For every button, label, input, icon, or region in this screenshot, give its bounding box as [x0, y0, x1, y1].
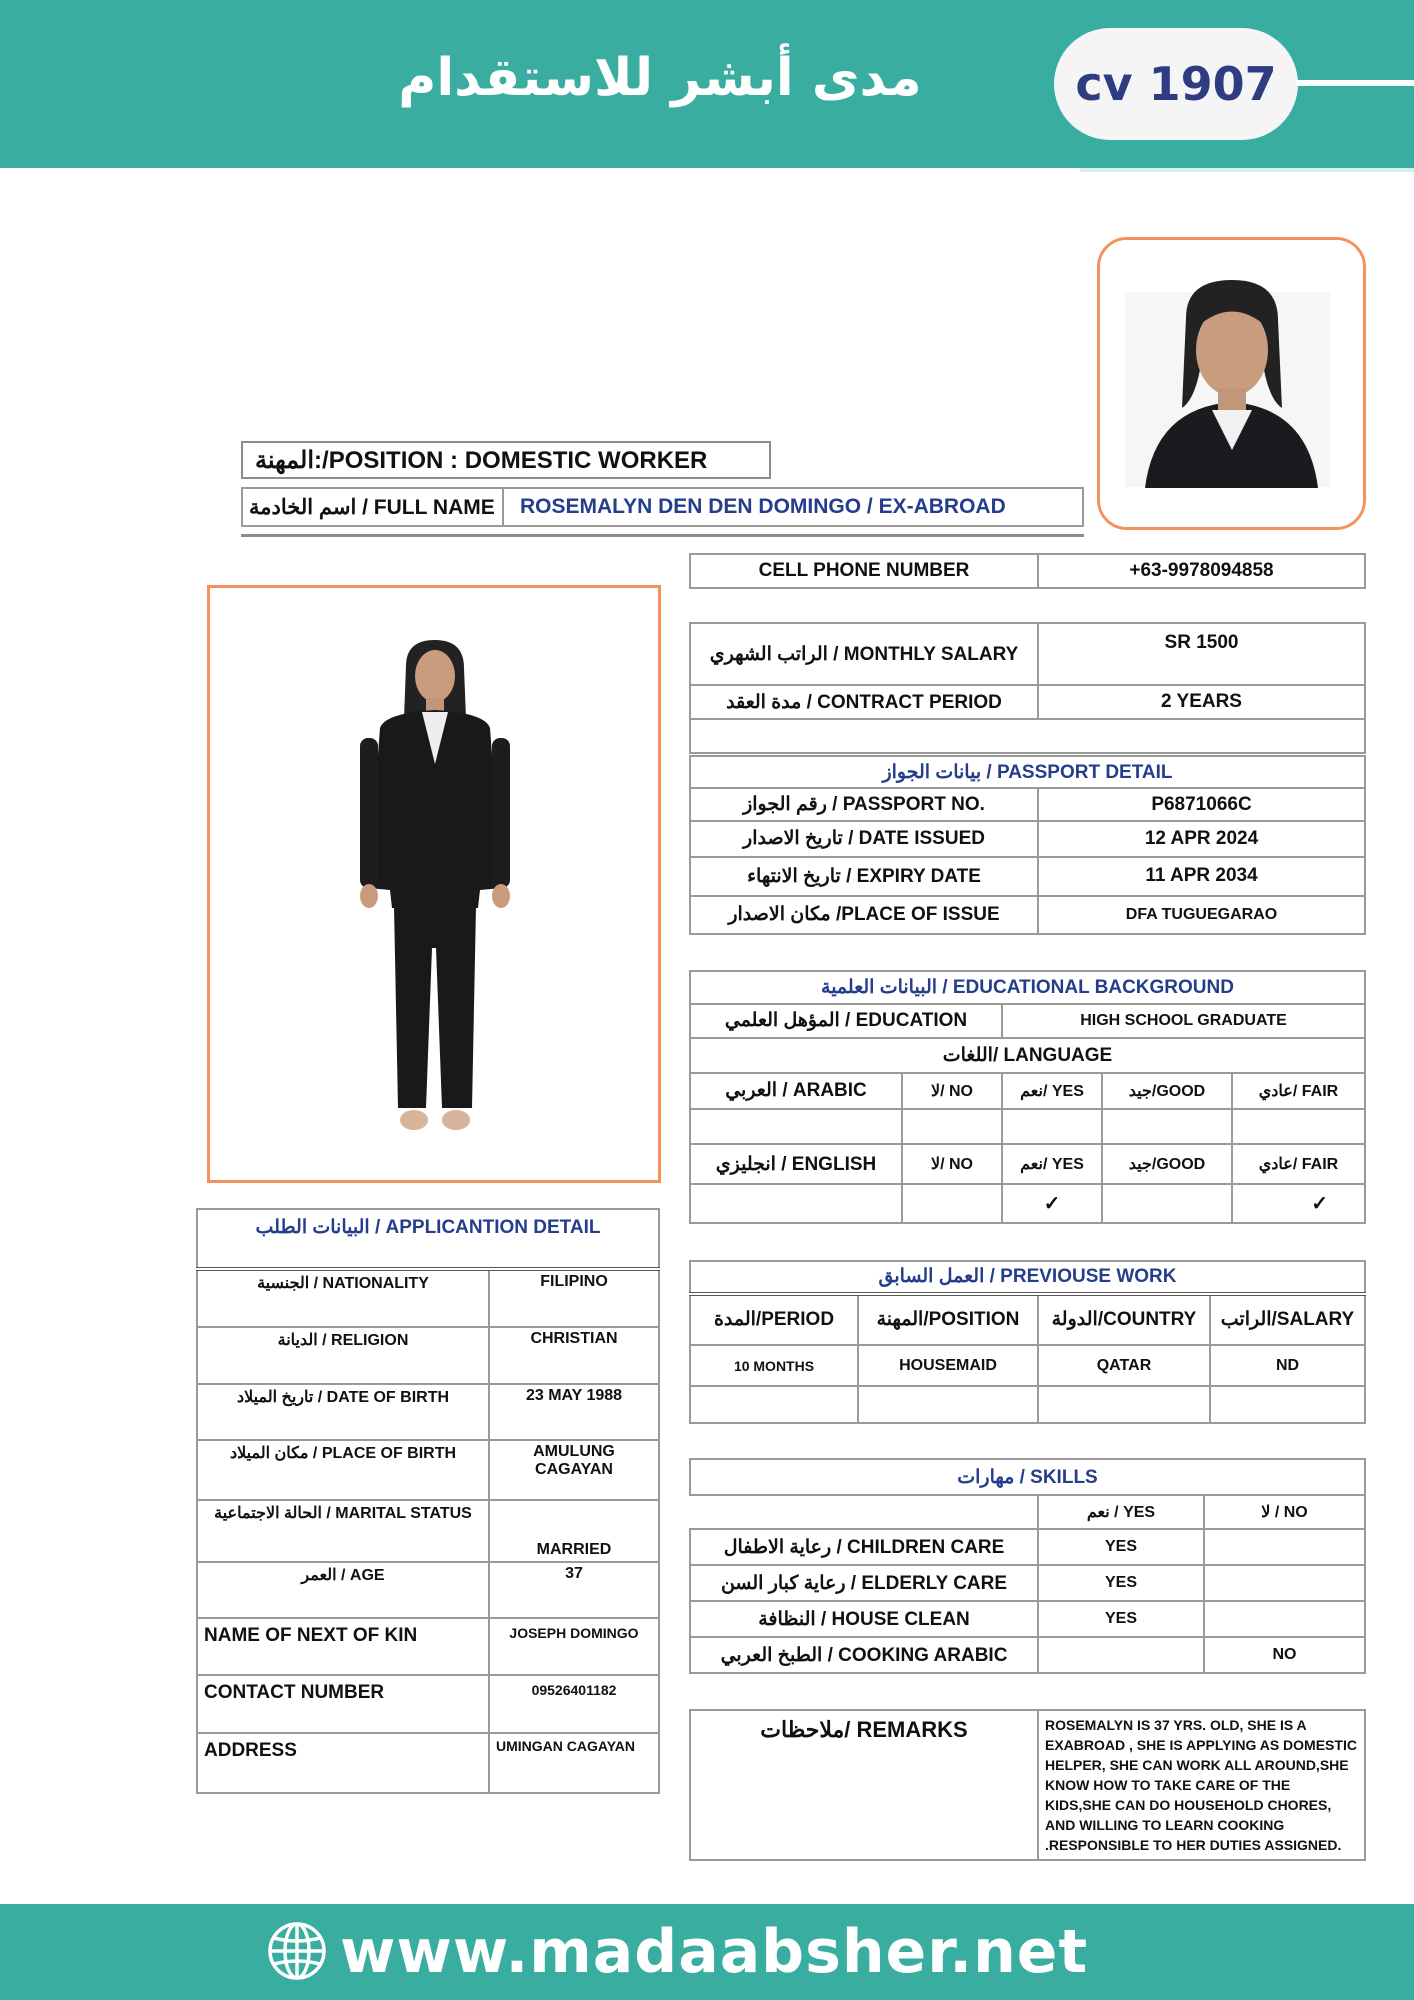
religion-label: الديانة / RELIGION: [197, 1327, 489, 1383]
passport-table: [689, 755, 1366, 935]
passport-title: بيانات الجواز / PASSPORT DETAIL: [690, 756, 1365, 788]
education-value: HIGH SCHOOL GRADUATE: [1002, 1004, 1365, 1039]
arabic-no: لا/ NO: [902, 1073, 1002, 1110]
skill-house-clean: النظافة / HOUSE CLEAN: [690, 1601, 1038, 1637]
contact-number-label: CONTACT NUMBER: [197, 1675, 489, 1733]
header-underline: [1080, 168, 1414, 172]
address-label: ADDRESS: [197, 1733, 489, 1793]
contract-label: مدة العقد / CONTRACT PERIOD: [690, 685, 1038, 719]
name-divider: [241, 534, 1084, 537]
arabic-blank: [690, 1109, 902, 1144]
previous-work-table: [689, 1260, 1366, 1424]
phone-label: CELL PHONE NUMBER: [690, 554, 1038, 588]
header-accent-line: [1296, 80, 1414, 86]
salary-label: الراتب الشهري / MONTHLY SALARY: [690, 623, 1038, 685]
place-of-issue-label: مكان الاصدار /PLACE OF ISSUE: [690, 896, 1038, 934]
arabic-good: جيد/GOOD: [1102, 1073, 1232, 1110]
next-of-kin-value: JOSEPH DOMINGO: [489, 1618, 659, 1674]
education-title: البيانات العلمية / EDUCATIONAL BACKGROUND: [690, 971, 1365, 1004]
skill-children-care-yes: YES: [1038, 1529, 1204, 1565]
arabic-label: العربي / ARABIC: [690, 1073, 902, 1110]
application-title: البيانات الطلب / APPLICANTION DETAIL: [197, 1209, 659, 1269]
prev-header-country: الدولة/COUNTRY: [1038, 1294, 1210, 1345]
full-name-table: [241, 487, 1084, 527]
skill-cooking-arabic-yes: [1038, 1637, 1204, 1673]
skill-cooking-arabic-no: NO: [1204, 1637, 1365, 1673]
application-table: [196, 1208, 660, 1794]
arabic-fair: عادي/ FAIR: [1232, 1073, 1365, 1110]
marital-status-label: الحالة الاجتماعية / MARITAL STATUS: [197, 1500, 489, 1562]
education-label: المؤهل العلمي / EDUCATION: [690, 1004, 1002, 1039]
prev-country-value: QATAR: [1038, 1345, 1210, 1386]
place-of-issue-value: DFA TUGUEGARAO: [1038, 896, 1365, 934]
skills-title: مهارات / SKILLS: [690, 1459, 1365, 1495]
skills-no-header: لا / NO: [1204, 1495, 1365, 1529]
phone-table: [689, 553, 1366, 589]
brand-title: مدى أبشر للاستقدام: [398, 48, 922, 108]
position-field: المهنة:/POSITION : DOMESTIC WORKER: [241, 441, 771, 479]
full-name-value: ROSEMALYN DEN DEN DOMINGO / EX-ABROAD: [503, 488, 1083, 526]
skill-elderly-care: رعاية كبار السن / ELDERLY CARE: [690, 1565, 1038, 1601]
prev-salary-value: ND: [1210, 1345, 1365, 1386]
nationality-label: الجنسية / NATIONALITY: [197, 1269, 489, 1327]
salary-table: [689, 622, 1366, 754]
skills-yes-header: نعم / YES: [1038, 1495, 1204, 1529]
language-label: اللغات/ LANGUAGE: [690, 1038, 1365, 1073]
website-link[interactable]: www.madaabsher.net: [340, 1917, 1089, 1987]
english-yes: نعم/ YES: [1002, 1144, 1102, 1185]
english-label: انجليزي / ENGLISH: [690, 1144, 902, 1185]
remarks-table: [689, 1709, 1366, 1861]
contract-value: 2 YEARS: [1038, 685, 1365, 719]
prev-header-salary: الراتب/SALARY: [1210, 1294, 1365, 1345]
skill-elderly-care-no: [1204, 1565, 1365, 1601]
remarks-label: ملاحظات/ REMARKS: [690, 1710, 1038, 1860]
nationality-value: FILIPINO: [489, 1269, 659, 1327]
expiry-date-label: تاريخ الانتهاء / EXPIRY DATE: [690, 857, 1038, 895]
prev-period-value: 10 MONTHS: [690, 1345, 858, 1386]
address-value: UMINGAN CAGAYAN: [489, 1733, 659, 1793]
skill-house-clean-no: [1204, 1601, 1365, 1637]
globe-icon: [266, 1920, 328, 1982]
remarks-text: ROSEMALYN IS 37 YRS. OLD, SHE IS A EXABROAD , SHE IS APPLYING AS DOMESTIC HELPER, SHE CAN WORK ALL AROUND,SHE KNOW HOW TO TAKE CARE OF THE KIDS,SHE CAN DO HOUSEHOLD CHORES, AND WILLING TO LEARN COOKING .RESPONSIBLE TO HER DUTIES ASSIGNED.: [1038, 1710, 1365, 1860]
english-good: جيد/GOOD: [1102, 1144, 1232, 1185]
full-name-label: اسم الخادمة / FULL NAME: [242, 488, 503, 526]
prev-header-position: المهنة/POSITION: [858, 1294, 1038, 1345]
prev-header-period: المدة/PERIOD: [690, 1294, 858, 1345]
contact-number-value: 09526401182: [489, 1675, 659, 1733]
salary-blank-row: [690, 719, 1365, 753]
next-of-kin-label: NAME OF NEXT OF KIN: [197, 1618, 489, 1674]
skill-house-clean-yes: YES: [1038, 1601, 1204, 1637]
place-of-birth-value: AMULUNG CAGAYAN: [489, 1440, 659, 1500]
salary-value: SR 1500: [1038, 623, 1365, 685]
date-issued-value: 12 APR 2024: [1038, 821, 1365, 857]
age-value: 37: [489, 1562, 659, 1618]
english-no: لا/ NO: [902, 1144, 1002, 1185]
expiry-date-value: 11 APR 2034: [1038, 857, 1365, 895]
prev-position-value: HOUSEMAID: [858, 1345, 1038, 1386]
english-fair: عادي/ FAIR: [1232, 1144, 1365, 1185]
marital-status-value: MARRIED: [489, 1500, 659, 1562]
english-yes-check: ✓: [1002, 1184, 1102, 1223]
skills-table: [689, 1458, 1366, 1674]
age-label: العمر / AGE: [197, 1562, 489, 1618]
passport-no-label: رقم الجواز / PASSPORT NO.: [690, 788, 1038, 820]
arabic-yes: نعم/ YES: [1002, 1073, 1102, 1110]
education-table: [689, 970, 1366, 1224]
religion-value: CHRISTIAN: [489, 1327, 659, 1383]
skill-elderly-care-yes: YES: [1038, 1565, 1204, 1601]
phone-value: +63-9978094858: [1038, 554, 1365, 588]
dob-label: تاريخ الميلاد / DATE OF BIRTH: [197, 1384, 489, 1440]
date-issued-label: تاريخ الاصدار / DATE ISSUED: [690, 821, 1038, 857]
passport-no-value: P6871066C: [1038, 788, 1365, 820]
full-body-photo: [207, 585, 661, 1183]
dob-value: 23 MAY 1988: [489, 1384, 659, 1440]
skill-children-care: رعاية الاطفال / CHILDREN CARE: [690, 1529, 1038, 1565]
portrait-photo: [1097, 237, 1366, 530]
skill-cooking-arabic: الطبخ العربي / COOKING ARABIC: [690, 1637, 1038, 1673]
cv-number-badge: cv 1907: [1054, 28, 1298, 140]
english-fair-check: ✓: [1232, 1184, 1365, 1223]
place-of-birth-label: مكان الميلاد / PLACE OF BIRTH: [197, 1440, 489, 1500]
previous-work-title: العمل السابق / PREVIOUSE WORK: [690, 1261, 1365, 1294]
skill-children-care-no: [1204, 1529, 1365, 1565]
